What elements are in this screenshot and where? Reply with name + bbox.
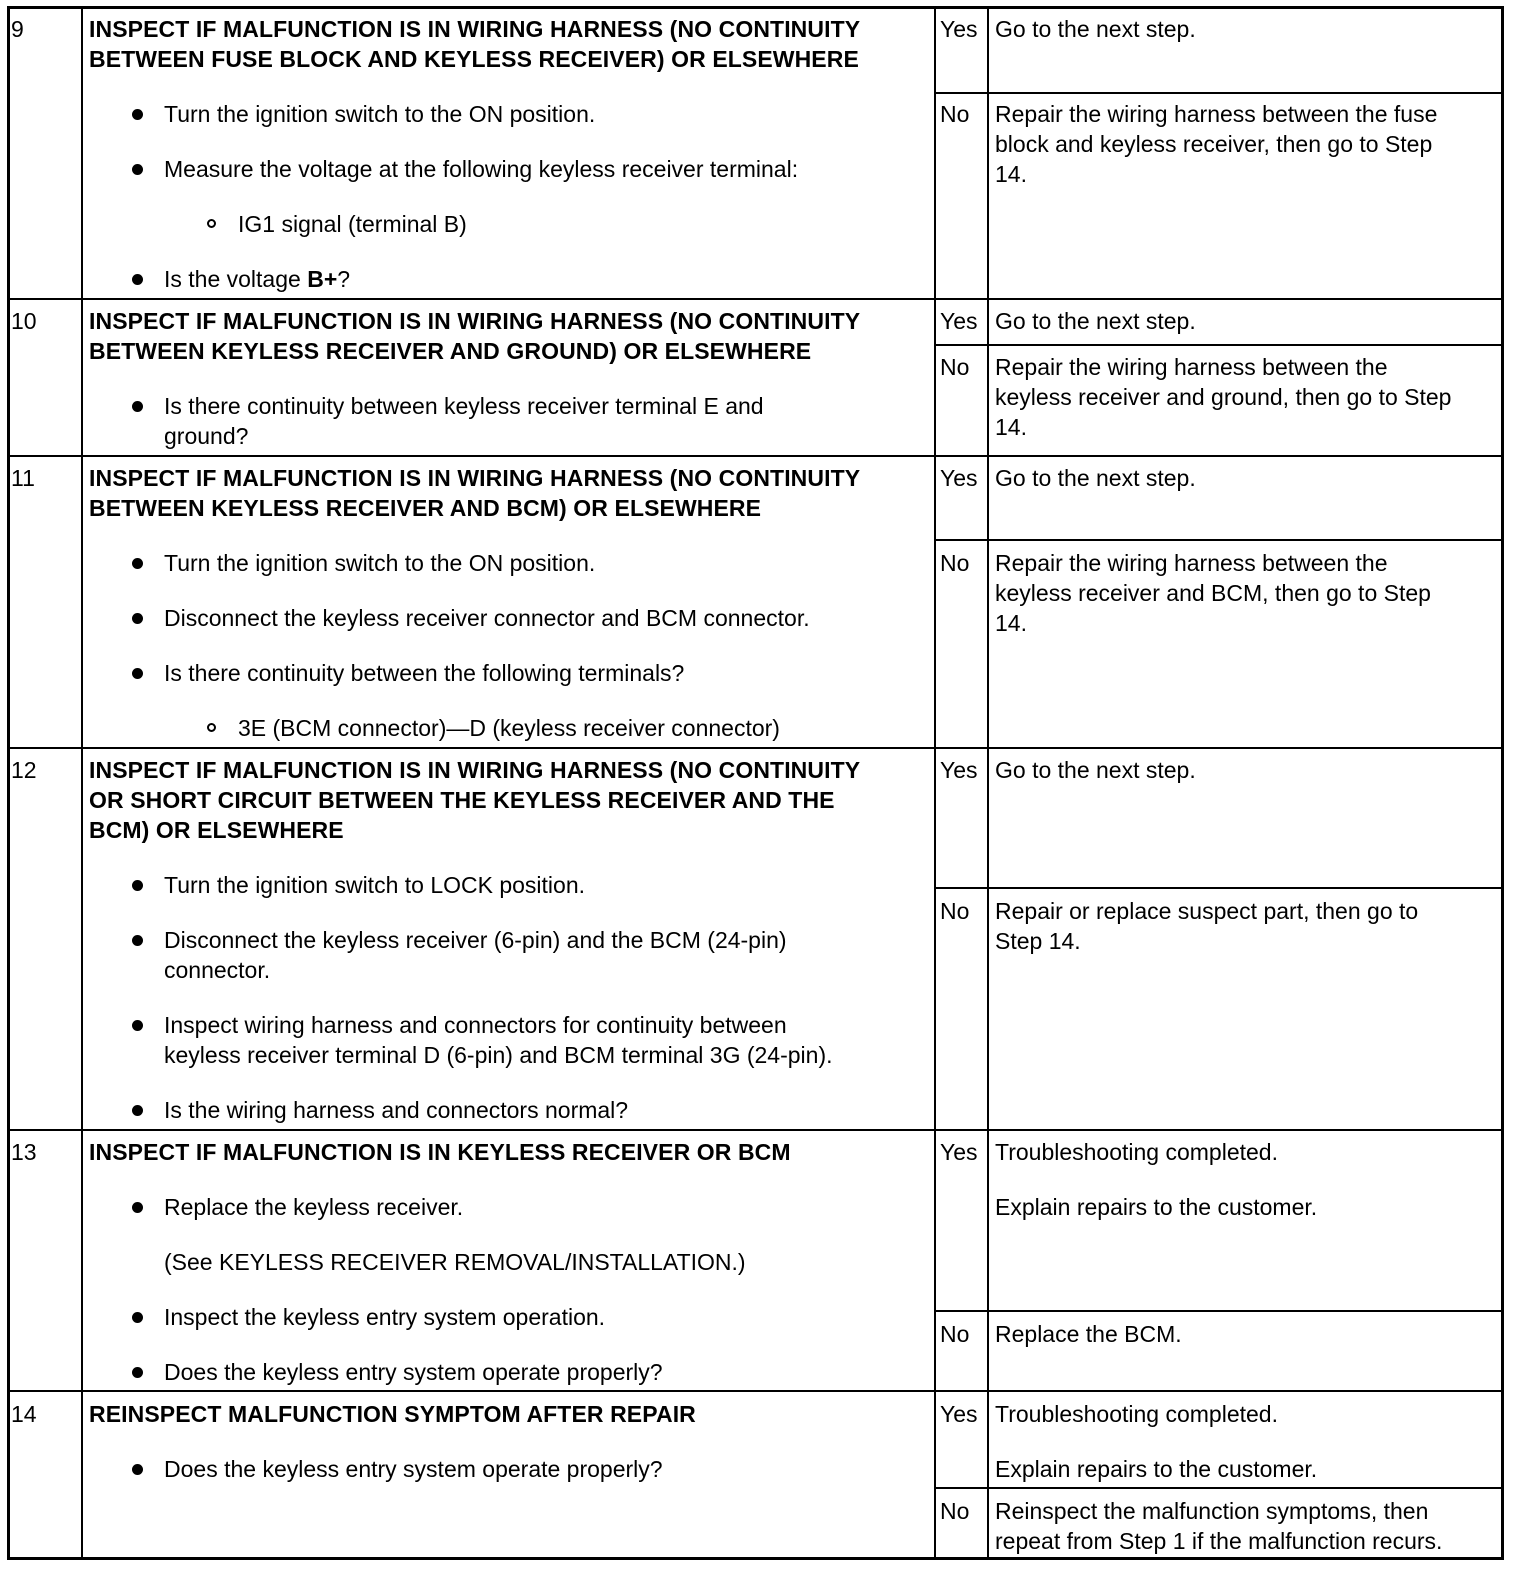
yes-label: Yes [940,16,978,42]
bullet-item: Does the keyless entry system operate properly? [164,1456,663,1482]
yes-no-divider [934,92,1504,94]
step-number: 11 [11,465,35,491]
no-label: No [940,550,970,576]
bullet-item-continuation: ground? [164,423,249,449]
bullet-item: Disconnect the keyless receiver connector and BCM connector. [164,605,810,631]
step-title: OR SHORT CIRCUIT BETWEEN THE KEYLESS RECEIVER AND THE [89,787,835,813]
no-action: Repair or replace suspect part, then go to [995,898,1419,924]
col-divider [81,6,83,1560]
step-title: BETWEEN KEYLESS RECEIVER AND BCM) OR ELSEWHERE [89,495,762,521]
no-action: Repair the wiring harness between the [995,354,1388,380]
step-title: BETWEEN FUSE BLOCK AND KEYLESS RECEIVER) OR ELSEWHERE [89,46,859,72]
sub-bullet-item: IG1 signal (terminal B) [238,211,467,237]
row-divider [7,1129,1504,1131]
step-number: 14 [11,1401,37,1427]
step-title: BCM) OR ELSEWHERE [89,817,344,843]
yes-action: Explain repairs to the customer. [995,1456,1318,1482]
yes-action: Go to the next step. [995,16,1196,42]
bullet-item: Turn the ignition switch to LOCK position. [164,872,586,898]
bullet-item: Measure the voltage at the following keyless receiver terminal: [164,156,799,182]
yes-no-divider [934,344,1504,346]
step-title: INSPECT IF MALFUNCTION IS IN KEYLESS RECEIVER OR BCM [89,1139,791,1165]
bullet-item: Turn the ignition switch to the ON position. [164,101,596,127]
step-number: 12 [11,757,37,783]
bullet-item: Inspect wiring harness and connectors for continuity between [164,1012,787,1038]
row-divider [7,298,1504,300]
no-action: Repair the wiring harness between the fuse [995,101,1438,127]
yes-action: Go to the next step. [995,757,1196,783]
step-title: INSPECT IF MALFUNCTION IS IN WIRING HARNESS (NO CONTINUITY [89,308,861,334]
no-action: 14. [995,610,1027,636]
reference-note: (See KEYLESS RECEIVER REMOVAL/INSTALLATION.) [164,1249,746,1275]
yes-action: Explain repairs to the customer. [995,1194,1318,1220]
yes-no-divider [934,887,1504,889]
no-label: No [940,354,970,380]
no-label: No [940,1498,970,1524]
yes-label: Yes [940,1139,978,1165]
yes-action: Go to the next step. [995,308,1196,334]
no-action: Replace the BCM. [995,1321,1182,1347]
col-divider [987,6,989,1560]
no-action: Step 14. [995,928,1081,954]
step-title: INSPECT IF MALFUNCTION IS IN WIRING HARNESS (NO CONTINUITY [89,757,861,783]
sub-bullet-item: 3E (BCM connector)—D (keyless receiver connector) [238,715,780,741]
step-number: 10 [11,308,37,334]
step-number: 13 [11,1139,37,1165]
no-label: No [940,1321,970,1347]
bullet-item: Replace the keyless receiver. [164,1194,464,1220]
row-divider [7,747,1504,749]
bullet-item: Is the wiring harness and connectors normal? [164,1097,629,1123]
troubleshooting-table [7,6,1504,1560]
yes-no-divider [934,1487,1504,1489]
yes-action: Troubleshooting completed. [995,1139,1278,1165]
bullet-item: Is the voltage B+? [164,266,351,292]
yes-label: Yes [940,465,978,491]
step-title: REINSPECT MALFUNCTION SYMPTOM AFTER REPAIR [89,1401,696,1427]
no-action: Repair the wiring harness between the [995,550,1388,576]
no-action: 14. [995,414,1027,440]
no-action: keyless receiver and BCM, then go to Step [995,580,1431,606]
col-divider [934,6,936,1560]
step-number: 9 [11,16,24,42]
bullet-item: Is there continuity between the following terminals? [164,660,685,686]
no-label: No [940,898,970,924]
yes-label: Yes [940,1401,978,1427]
yes-action: Go to the next step. [995,465,1196,491]
no-action: keyless receiver and ground, then go to Step [995,384,1452,410]
step-title: INSPECT IF MALFUNCTION IS IN WIRING HARNESS (NO CONTINUITY [89,16,861,42]
no-action: block and keyless receiver, then go to Step [995,131,1433,157]
yes-label: Yes [940,757,978,783]
bullet-item: Inspect the keyless entry system operation. [164,1304,606,1330]
bullet-item: Turn the ignition switch to the ON position. [164,550,596,576]
step-title: INSPECT IF MALFUNCTION IS IN WIRING HARNESS (NO CONTINUITY [89,465,861,491]
no-action: 14. [995,161,1027,187]
yes-no-divider [934,1310,1504,1312]
no-label: No [940,101,970,127]
step-title: BETWEEN KEYLESS RECEIVER AND GROUND) OR ELSEWHERE [89,338,812,364]
no-action: repeat from Step 1 if the malfunction recurs. [995,1528,1443,1554]
row-divider [7,455,1504,457]
yes-action: Troubleshooting completed. [995,1401,1278,1427]
bullet-item: Is there continuity between keyless receiver terminal E and [164,393,764,419]
bullet-item: Does the keyless entry system operate properly? [164,1359,663,1385]
row-divider [7,1390,1504,1392]
bullet-item: Disconnect the keyless receiver (6-pin) and the BCM (24-pin) [164,927,787,953]
yes-no-divider [934,539,1504,541]
bullet-item-continuation: connector. [164,957,271,983]
yes-label: Yes [940,308,978,334]
bullet-item-continuation: keyless receiver terminal D (6-pin) and BCM terminal 3G (24-pin). [164,1042,833,1068]
no-action: Reinspect the malfunction symptoms, then [995,1498,1429,1524]
